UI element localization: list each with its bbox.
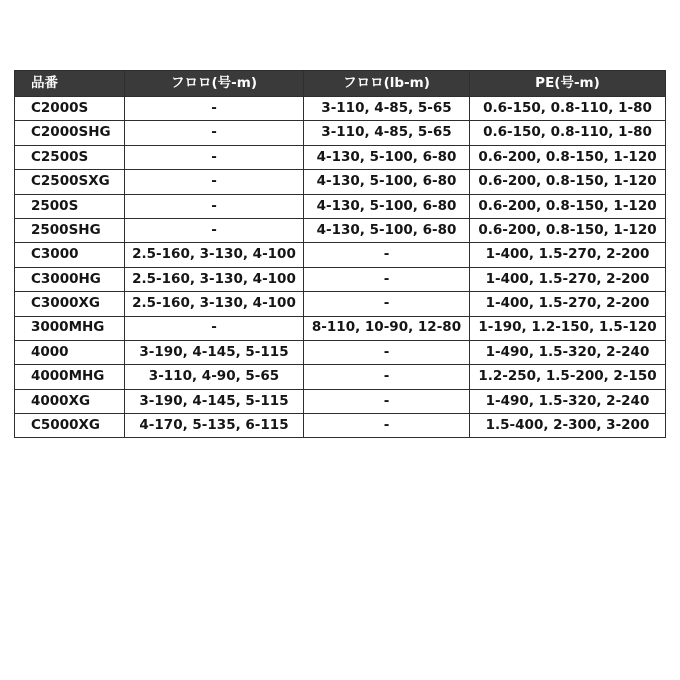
cell-fluoro-go-m: 2.5-160, 3-130, 4-100	[125, 243, 304, 267]
cell-pe-go-m: 1-490, 1.5-320, 2-240	[470, 389, 666, 413]
cell-pe-go-m: 1.2-250, 1.5-200, 2-150	[470, 365, 666, 389]
cell-fluoro-lb-m: 3-110, 4-85, 5-65	[304, 97, 470, 121]
table-row	[15, 170, 666, 194]
cell-fluoro-go-m: -	[125, 121, 304, 145]
cell-model: C3000HG	[15, 267, 125, 291]
cell-fluoro-lb-m: -	[304, 389, 470, 413]
cell-model: C2500S	[15, 145, 125, 169]
cell-fluoro-lb-m: 4-130, 5-100, 6-80	[304, 170, 470, 194]
cell-fluoro-lb-m: -	[304, 243, 470, 267]
header-model: 品番	[15, 71, 125, 97]
cell-fluoro-lb-m: 3-110, 4-85, 5-65	[304, 121, 470, 145]
cell-model: C3000XG	[15, 292, 125, 316]
cell-pe-go-m: 1-400, 1.5-270, 2-200	[470, 292, 666, 316]
cell-model: C5000XG	[15, 414, 125, 438]
cell-fluoro-lb-m: -	[304, 267, 470, 291]
cell-pe-go-m: 1-400, 1.5-270, 2-200	[470, 243, 666, 267]
table-row	[15, 340, 666, 364]
cell-fluoro-go-m: -	[125, 194, 304, 218]
cell-pe-go-m: 0.6-200, 0.8-150, 1-120	[470, 145, 666, 169]
table-row	[15, 145, 666, 169]
cell-model: 4000XG	[15, 389, 125, 413]
table-row	[15, 243, 666, 267]
cell-pe-go-m: 0.6-150, 0.8-110, 1-80	[470, 121, 666, 145]
cell-model: C2000SHG	[15, 121, 125, 145]
cell-pe-go-m: 0.6-200, 0.8-150, 1-120	[470, 170, 666, 194]
table-row	[15, 194, 666, 218]
cell-fluoro-go-m: -	[125, 145, 304, 169]
cell-fluoro-go-m: 2.5-160, 3-130, 4-100	[125, 267, 304, 291]
cell-pe-go-m: 0.6-150, 0.8-110, 1-80	[470, 97, 666, 121]
cell-model: 2500S	[15, 194, 125, 218]
cell-fluoro-go-m: 3-190, 4-145, 5-115	[125, 389, 304, 413]
cell-fluoro-lb-m: 4-130, 5-100, 6-80	[304, 218, 470, 242]
cell-model: 4000	[15, 340, 125, 364]
cell-fluoro-go-m: -	[125, 97, 304, 121]
cell-fluoro-lb-m: 4-130, 5-100, 6-80	[304, 194, 470, 218]
cell-fluoro-lb-m: -	[304, 292, 470, 316]
line-capacity-table	[14, 70, 666, 438]
cell-pe-go-m: 0.6-200, 0.8-150, 1-120	[470, 218, 666, 242]
table-row	[15, 389, 666, 413]
cell-fluoro-lb-m: -	[304, 340, 470, 364]
table-row	[15, 316, 666, 340]
cell-fluoro-go-m: -	[125, 218, 304, 242]
cell-pe-go-m: 1.5-400, 2-300, 3-200	[470, 414, 666, 438]
cell-model: C3000	[15, 243, 125, 267]
cell-model: 4000MHG	[15, 365, 125, 389]
cell-fluoro-go-m: -	[125, 316, 304, 340]
cell-model: 2500SHG	[15, 218, 125, 242]
cell-pe-go-m: 0.6-200, 0.8-150, 1-120	[470, 194, 666, 218]
table-header-row	[15, 71, 666, 97]
cell-pe-go-m: 1-400, 1.5-270, 2-200	[470, 267, 666, 291]
table-row	[15, 267, 666, 291]
cell-fluoro-go-m: 2.5-160, 3-130, 4-100	[125, 292, 304, 316]
cell-fluoro-lb-m: 8-110, 10-90, 12-80	[304, 316, 470, 340]
cell-model: C2500SXG	[15, 170, 125, 194]
cell-model: 3000MHG	[15, 316, 125, 340]
table-row	[15, 365, 666, 389]
header-pe-go-m: PE(号-m)	[470, 71, 666, 97]
cell-fluoro-go-m: 4-170, 5-135, 6-115	[125, 414, 304, 438]
cell-pe-go-m: 1-490, 1.5-320, 2-240	[470, 340, 666, 364]
header-fluoro-go-m: フロロ(号-m)	[125, 71, 304, 97]
table-row	[15, 97, 666, 121]
table-row	[15, 218, 666, 242]
table-row	[15, 414, 666, 438]
cell-fluoro-go-m: -	[125, 170, 304, 194]
cell-model: C2000S	[15, 97, 125, 121]
cell-fluoro-lb-m: 4-130, 5-100, 6-80	[304, 145, 470, 169]
header-fluoro-lb-m: フロロ(lb-m)	[304, 71, 470, 97]
cell-fluoro-go-m: 3-190, 4-145, 5-115	[125, 340, 304, 364]
table-body	[15, 97, 666, 438]
cell-fluoro-lb-m: -	[304, 414, 470, 438]
cell-fluoro-lb-m: -	[304, 365, 470, 389]
table-row	[15, 292, 666, 316]
cell-pe-go-m: 1-190, 1.2-150, 1.5-120	[470, 316, 666, 340]
cell-fluoro-go-m: 3-110, 4-90, 5-65	[125, 365, 304, 389]
table-row	[15, 121, 666, 145]
